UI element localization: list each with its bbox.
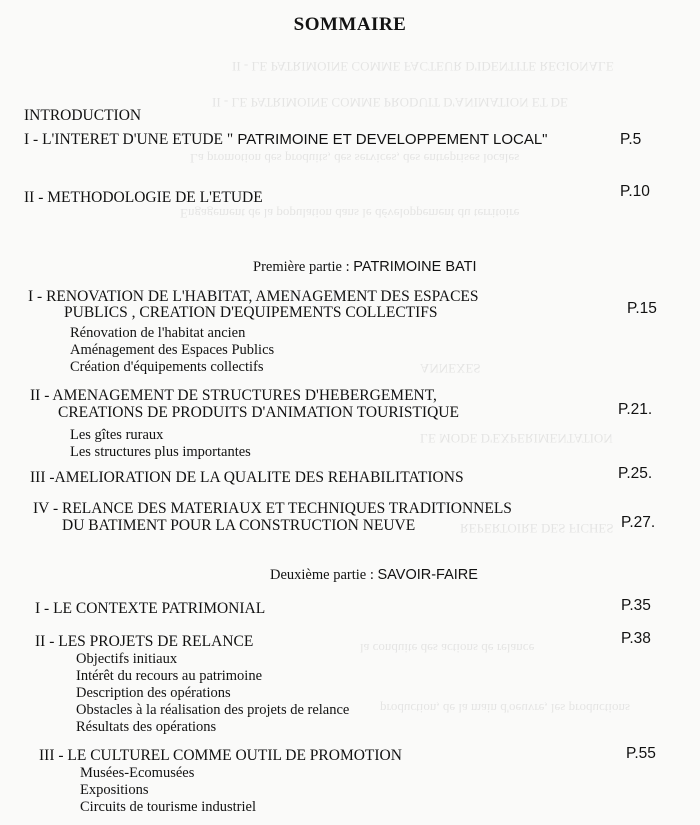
toc-entry-methodologie: II - METHODOLOGIE DE L'ETUDE: [24, 189, 263, 206]
toc-subsection: Circuits de tourisme industriel: [80, 799, 256, 815]
page-title: SOMMAIRE: [293, 14, 407, 35]
toc-section-number: II -: [35, 633, 59, 650]
toc-subsection: Création d'équipements collectifs: [70, 359, 264, 375]
toc-page-number: P.25.: [618, 465, 653, 482]
part-label: Deuxième partie :: [270, 567, 378, 583]
toc-section-title: [39, 747, 402, 765]
toc-subsection: Résultats des opérations: [76, 719, 217, 735]
toc-page-number: P.15: [627, 300, 657, 317]
toc-section-number: III -: [30, 469, 55, 486]
toc-page-number: P.21.: [618, 401, 653, 418]
toc-page-number: P.27.: [621, 514, 656, 531]
toc-section-title-cont: DU BATIMENT POUR LA CONSTRUCTION NEUVE: [62, 517, 416, 534]
toc-section-label: LES PROJETS DE RELANCE: [58, 633, 254, 650]
toc-subsection: Objectifs initiaux: [76, 651, 178, 667]
toc-subsection: Obstacles à la réalisation des projets de relance: [76, 702, 350, 718]
toc-section-label: LE CULTUREL COMME OUTIL DE PROMOTION: [67, 747, 402, 764]
toc-entry-interet: [24, 131, 548, 149]
toc-page-number: P.5: [620, 131, 642, 148]
part-name: PATRIMOINE BATI: [353, 259, 477, 275]
part-heading-2: [270, 567, 478, 584]
part-name: SAVOIR-FAIRE: [377, 567, 478, 583]
toc-entry-emphasis: PATRIMOINE ET DEVELOPPEMENT LOCAL": [233, 131, 548, 148]
part-heading-1: [253, 259, 477, 276]
toc-page-number: P.38: [621, 630, 651, 647]
toc-section-title: I - RENOVATION DE L'HABITAT, AMENAGEMENT DES ESPACES: [28, 288, 479, 305]
toc-subsection: Les gîtes ruraux: [70, 427, 164, 443]
toc-subsection: Musées-Ecomusées: [80, 765, 195, 781]
toc-subsection: Les structures plus importantes: [70, 444, 251, 460]
toc-entry-label: I - L'INTERET D'UNE ETUDE ": [24, 131, 234, 148]
toc-subsection: Description des opérations: [76, 685, 231, 701]
toc-section-title-cont: PUBLICS , CREATION D'EQUIPEMENTS COLLECTIFS: [64, 304, 438, 321]
toc-section-title: [35, 633, 253, 651]
toc-subsection: Rénovation de l'habitat ancien: [70, 325, 246, 341]
toc-section-title: [35, 600, 265, 618]
toc-section-number: I -: [35, 600, 54, 617]
toc-section-title: [30, 469, 464, 487]
toc-section-number: III -: [39, 747, 68, 764]
part-label: Première partie :: [253, 259, 354, 275]
toc-page-number: P.10: [620, 183, 650, 200]
toc-subsection: Expositions: [80, 782, 149, 798]
toc-section-title: IV - RELANCE DES MATERIAUX ET TECHNIQUES TRADITIONNELS: [33, 500, 512, 517]
toc-page-number: P.35: [621, 597, 651, 614]
toc-introduction: INTRODUCTION: [24, 107, 142, 124]
toc-section-label: LE CONTEXTE PATRIMONIAL: [53, 600, 266, 617]
toc-section-label: AMELIORATION DE LA QUALITE DES REHABILITATIONS: [54, 469, 464, 486]
toc-subsection: Aménagement des Espaces Publics: [70, 342, 275, 358]
toc-subsection: Intérêt du recours au patrimoine: [76, 668, 263, 684]
toc-page-number: P.55: [626, 745, 656, 762]
toc-section-title-cont: CREATIONS DE PRODUITS D'ANIMATION TOURISTIQUE: [58, 404, 459, 421]
toc-section-title: II - AMENAGEMENT DE STRUCTURES D'HEBERGEMENT,: [30, 387, 437, 404]
